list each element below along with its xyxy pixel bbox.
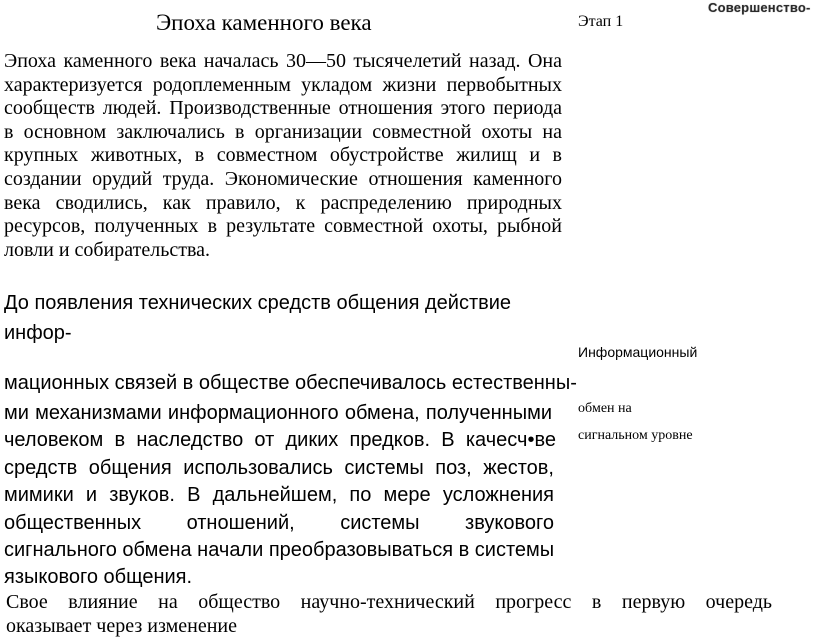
intro-line-1: До появления технических средств общения действие — [4, 292, 512, 314]
body-line-1: мационных связей в обществе обеспечивалось естественны- — [4, 372, 577, 394]
body-line-8: языкового общения. — [4, 566, 193, 588]
sidebar-info-label: Информационный — [578, 344, 698, 360]
page-title: Эпоха каменного века — [156, 10, 372, 35]
body-line-6: общественных отношений, системы звукового — [4, 512, 554, 534]
paragraph-stone-age — [4, 50, 562, 262]
sidebar-note-line-2: сигнальном уровне — [578, 428, 693, 443]
progress-line-2: оказывает через изменение — [6, 615, 237, 637]
body-line-3: человеком в наследство от диких предков. В качесч•ве — [4, 429, 556, 451]
paragraph-progress — [6, 590, 772, 638]
paragraph-stone-age-last-line: рыбной ловли и собирательства. — [4, 215, 563, 261]
body-line-5: мимики и звуков. В дальнейшем, по мере усложнения — [4, 484, 554, 506]
intro-line-2: инфор- — [4, 322, 72, 344]
paragraph-stone-age-text: Эпоха каменного века началась 30—50 тысячелетий назад. Она характеризуется родоплеменным укладом жизни первобытных сообществ людей. Производственные отношения этого периода в основном заключались в организации совместной охоты на крупных животных, в совместном обустройстве жилищ и в создании орудий труда. Экономические отношения каменного века сводились, как правило, к распределению природных ресурсов, полученных в результате совместной охоты, — [4, 50, 562, 238]
progress-line-1: Свое влияние на общество научно-технический прогресс в первую очередь — [6, 591, 772, 613]
body-line-7: сигнального обмена начали преобразовываться в системы — [4, 539, 555, 561]
sidebar-note-line-1: обмен на — [578, 401, 632, 416]
body-line-2: ми механизмами информационного обмена, полученными — [4, 402, 552, 424]
body-line-4: средств общения использовались системы поз, жестов, — [4, 457, 554, 479]
corner-word-fragment: Совершенство- — [708, 0, 811, 15]
paragraph-communication-intro — [4, 288, 564, 348]
stage-label: Этап 1 — [578, 13, 624, 30]
